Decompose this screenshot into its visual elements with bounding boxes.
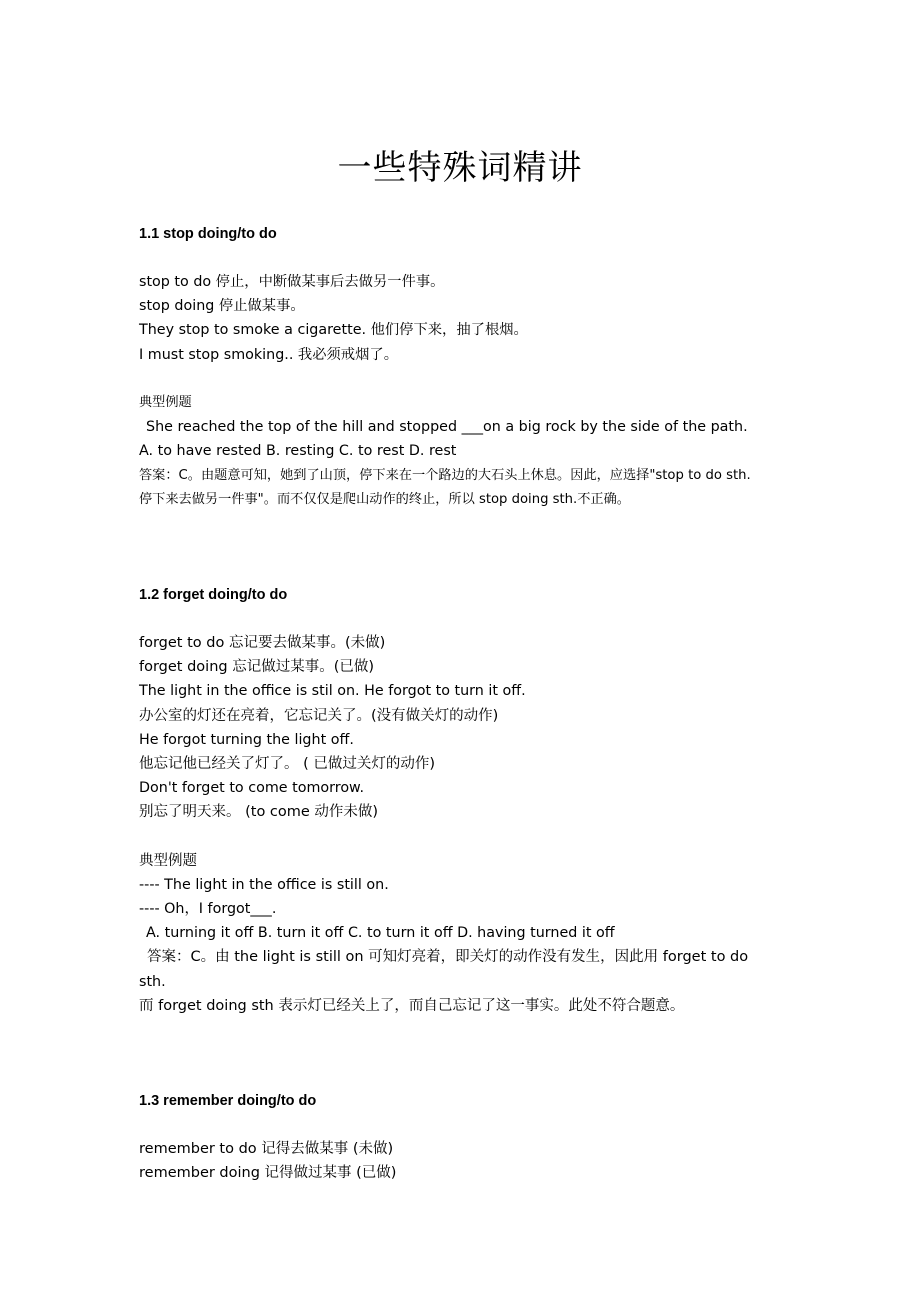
text-line: forget doing 忘记做过某事。(已做) — [139, 659, 375, 676]
text-line: He forgot turning the light off. — [139, 731, 354, 748]
text-line: Don't forget to come tomorrow. — [139, 780, 364, 797]
document-title: 一些特殊词精讲 — [337, 148, 583, 188]
question-text: She reached the top of the hill and stopped ___on a big rock by the side of the path. — [146, 419, 748, 436]
dialogue-line: ---- Oh，I forgot___. — [139, 901, 277, 918]
text-line: 办公室的灯还在亮着，它忘记关了。(没有做关灯的动作) — [139, 707, 499, 724]
text-line: remember doing 记得做过某事 (已做) — [139, 1165, 397, 1182]
answer-options: A. to have rested B. resting C. to rest D. rest — [139, 443, 457, 460]
answer-explanation: 答案：C。由题意可知，她到了山顶，停下来在一个路边的大石头上休息。因此，应选择"stop to do sth. — [139, 467, 751, 483]
blank-line — [139, 367, 789, 391]
example-label: 典型例题 — [139, 394, 192, 410]
section-heading-stop: 1.1 stop doing/to do — [139, 226, 277, 242]
section-body-forget — [139, 631, 789, 1018]
section-heading-remember: 1.3 remember doing/to do — [139, 1093, 317, 1109]
dialogue-line: ---- The light in the office is still on. — [139, 876, 389, 893]
blank-line — [139, 825, 789, 849]
text-line: 别忘了明天来。 (to come 动作未做) — [139, 804, 379, 821]
text-line: 他忘记他已经关了灯了。 ( 已做过关灯的动作) — [139, 755, 436, 772]
section-body-remember — [139, 1137, 789, 1185]
section-body-stop — [139, 270, 789, 512]
answer-explanation: sth. — [139, 973, 166, 990]
section-heading-forget: 1.2 forget doing/to do — [139, 587, 288, 603]
text-line: They stop to smoke a cigarette. 他们停下来，抽了根烟。 — [139, 322, 528, 339]
text-line: The light in the office is stil on. He forgot to turn it off. — [139, 683, 526, 700]
text-line: forget to do 忘记要去做某事。(未做) — [139, 635, 386, 651]
answer-options: A. turning it off B. turn it off C. to turn it off D. having turned it off — [146, 925, 615, 942]
text-line: stop doing 停止做某事。 — [139, 298, 305, 315]
text-line: remember to do 记得去做某事 (未做) — [139, 1141, 394, 1157]
text-line: stop to do 停止，中断做某事后去做另一件事。 — [139, 274, 445, 290]
answer-explanation: 而 forget doing sth 表示灯已经关上了，而自己忘记了这一事实。此处不符合题意。 — [139, 997, 685, 1014]
answer-explanation: 停下来去做另一件事"。而不仅仅是爬山动作的终止，所以 stop doing sth.不正确。 — [139, 491, 630, 507]
example-label: 典型例题 — [139, 852, 197, 869]
text-line: I must stop smoking.. 我必须戒烟了。 — [139, 346, 398, 363]
answer-explanation: 答案：C。由 the light is still on 可知灯亮着，即关灯的动作没有发生，因此用 forget to do — [147, 949, 749, 966]
